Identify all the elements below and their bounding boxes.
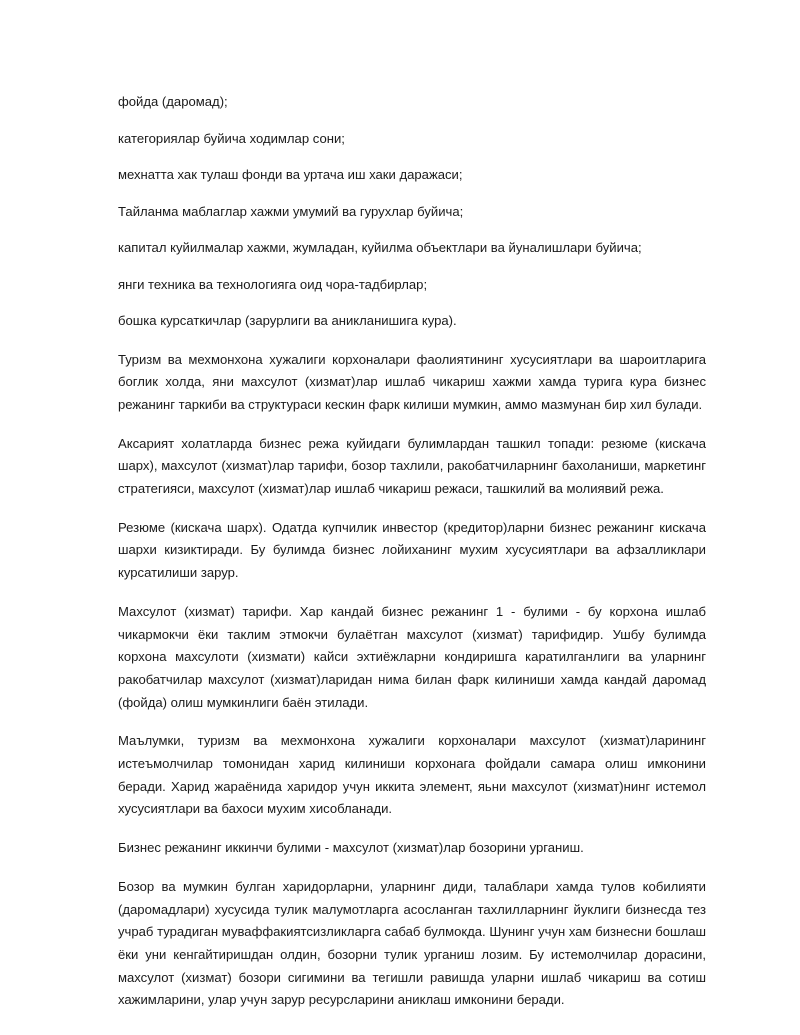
list-item: бошка курсаткичлар (зарурлиги ва аникланишига кура). bbox=[118, 313, 457, 328]
paragraph-resume: Резюме (кискача шарх). Одатда купчилик инвестор (кредитор)ларни бизнес режанинг кискача шархи кизиктиради. Бу булимда бизнес лойиханинг мухим хусусиятлари ва афзалликлари курсатилиши зарур. bbox=[118, 519, 706, 581]
list-item: категориялар буйича ходимлар сони; bbox=[118, 130, 345, 146]
list-item: фойда (даромад); bbox=[118, 94, 228, 109]
list-item: мехнатта хак тулаш фонди ва уртача иш хаки даражаси; bbox=[118, 167, 463, 182]
paragraph-product-description: Махсулот (хизмат) тарифи. Хар кандай бизнес режанинг 1 - булими - бу корхона ишлаб чикармокчи ёки таклим этмокчи булаётган махсулот (хизмат) тарифидир. Ушбу булимда корхона махсулоти (хизмати) кайси эхтиёжларни кондиришга каратилганлиги ва уларнинг ракобатчилар махсулот (хизмат)ларидан нима билан фарк килиниши хамда кандай даромад (фойда) олиш мумкинлиги баён этилади. bbox=[118, 603, 706, 710]
paragraph-second-section: Бизнес режанинг иккинчи булими - махсулот (хизмат)лар бозорини урганиш. bbox=[118, 840, 584, 856]
document-page bbox=[118, 93, 706, 1028]
paragraph-market-research: Бозор ва мумкин булган харидорларни, уларнинг диди, талаблари хамда тулов кобилияти (даромадлари) хусусида тулик малумотларга асосланган тахлилларнинг йуклиги бизнесда тез учраб турадиган муваффакиятсизликларга сабаб булмокда. Шунинг учун хам бизнесни бошлаш ёки уни кенгайтиришдан олдин, бозорни тулик урганиш лозим. Бу истемолчилар дорасини, махсулот (хизмат) бозори сигимини ва тегишли равишда уларни ишлаб чикариш ва сотиш хажимларини, улар учун зарур ресурсларини аниклаш имконини беради. bbox=[118, 878, 706, 1008]
paragraph-consumer-purchase: Маълумки, туризм ва мехмонхона хужалиги корхоналари махсулот (хизмат)ларининг истеъмолчилар томонидан харид килиниши корхонага фойдали самара олиш имконини беради. Харид жараёнида харидор учун иккита элемент, яьни махсулот (хизмат)нинг истемол хусусиятлари ва бахоси мухим хисобланади. bbox=[118, 733, 706, 817]
list-item: капитал куйилмалар хажми, жумладан, куйилма объектлари ва йуналишлари буйича; bbox=[118, 240, 642, 255]
paragraph-plan-sections: Аксарият холатларда бизнес режа куйидаги булимлардан ташкил топади: резюме (кискача шарх), махсулот (хизмат)лар тарифи, бозор тахлили, ракобатчиларнинг бахоланиши, маркетинг стратегияси, махсулот (хизмат)лар ишлаб чикариш режаси, ташкилий ва молиявий режа. bbox=[118, 435, 706, 497]
paragraph-business-plan-structure: Туризм ва мехмонхона хужалиги корхоналари фаолиятининг хусусиятлари ва шароитларига боглик холда, яни махсулот (хизмат)лар ишлаб чикариш хажми хамда турига кура бизнес режанинг таркиби ва структураси кескин фарк килиши мумкин, аммо мазмунан бир хил булади. bbox=[118, 351, 706, 412]
list-item: янги техника ва технологияга оид чора-тадбирлар; bbox=[118, 276, 428, 292]
list-item: Тайланма маблаглар хажми умумий ва гурухлар буйича; bbox=[118, 203, 464, 219]
